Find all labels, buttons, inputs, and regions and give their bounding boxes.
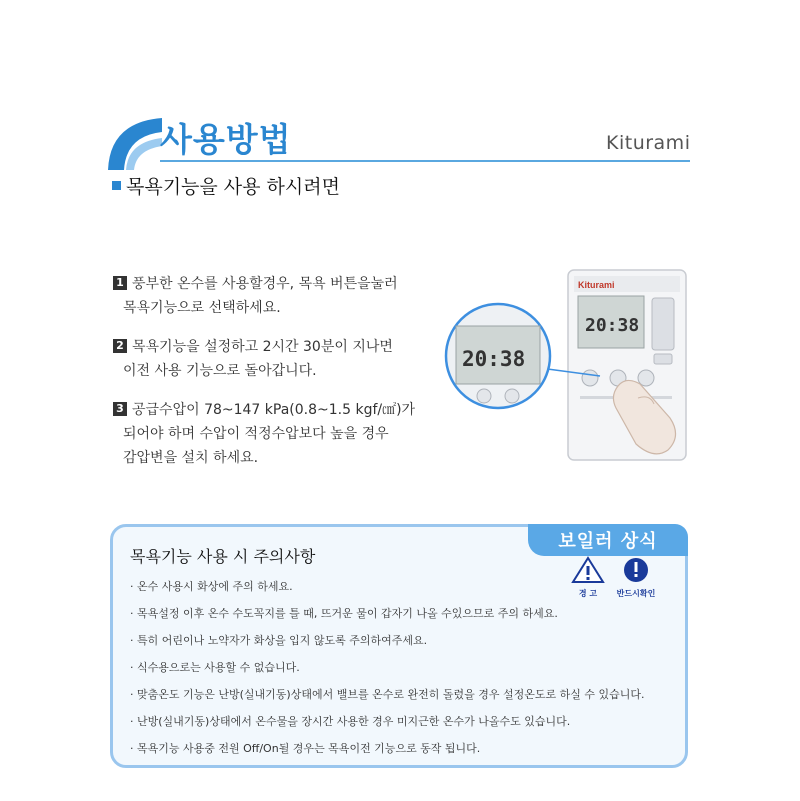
bullet-square-icon <box>112 181 121 190</box>
section-heading <box>112 172 340 199</box>
step-number: 1 <box>113 276 127 290</box>
zoom-display-time: 20:38 <box>462 347 526 371</box>
step-text: 감압변을 설치 하세요. <box>123 450 259 466</box>
notice-item: · 목욕설정 이후 온수 수도꼭지를 틀 때, 뜨거운 물이 갑자기 나올 수있으므로 주의 하세요. <box>130 607 558 620</box>
step-number: 2 <box>113 339 127 353</box>
step-text: 공급수압이 78~147 kPa(0.8~1.5 kgf/㎠)가 <box>132 402 416 418</box>
step-text: 되어야 하며 수압이 적정수압보다 높을 경우 <box>123 426 389 442</box>
step-text: 풍부한 온수를 사용할경우, 목욕 버튼을눌러 <box>132 276 398 292</box>
step-text: 목욕기능을 설정하고 2시간 30분이 지나면 <box>132 339 393 355</box>
step-3 <box>113 398 415 470</box>
must-check-label: 반드시확인 <box>616 589 656 598</box>
notice-item: · 식수용으로는 사용할 수 없습니다. <box>130 661 300 674</box>
notice-item: · 난방(실내기동)상태에서 온수물을 장시간 사용한 경우 미지근한 온수가 나올수도 있습니다. <box>130 715 571 728</box>
step-number: 3 <box>113 402 127 416</box>
notice-tab: 보일러 상식 <box>528 524 688 556</box>
notice-list <box>130 573 644 762</box>
step-text: 이전 사용 기능으로 돌아갑니다. <box>123 363 317 379</box>
notice-title: 목욕기능 사용 시 주의사항 <box>130 547 316 566</box>
thermostat-illustration <box>440 268 690 468</box>
warning-label: 경 고 <box>578 589 598 598</box>
notice-item: · 특히 어린이나 노약자가 화상을 입지 않도록 주의하여주세요. <box>130 634 428 647</box>
step-2 <box>113 335 393 383</box>
notice-item: · 맞춤온도 기능은 난방(실내기동)상태에서 밸브를 온수로 완전히 돌렸을 경우 설정온도로 하실 수 있습니다. <box>130 688 645 701</box>
step-text: 목욕기능으로 선택하세요. <box>123 300 281 316</box>
title-divider <box>160 160 690 162</box>
notice-item: · 온수 사용시 화상에 주의 하세요. <box>130 580 293 593</box>
notice-item: · 목욕기능 사용중 전원 Off/On될 경우는 목욕이전 기능으로 동작 됩니다. <box>130 742 481 755</box>
step-1 <box>113 272 398 320</box>
device-display-time: 20:38 <box>585 315 640 336</box>
page-title: 사용방법 <box>160 120 292 159</box>
brand-logo: Kiturami <box>606 132 691 154</box>
section-heading-text: 목욕기능을 사용 하시려면 <box>126 176 340 198</box>
device-brand: Kiturami <box>578 280 615 290</box>
